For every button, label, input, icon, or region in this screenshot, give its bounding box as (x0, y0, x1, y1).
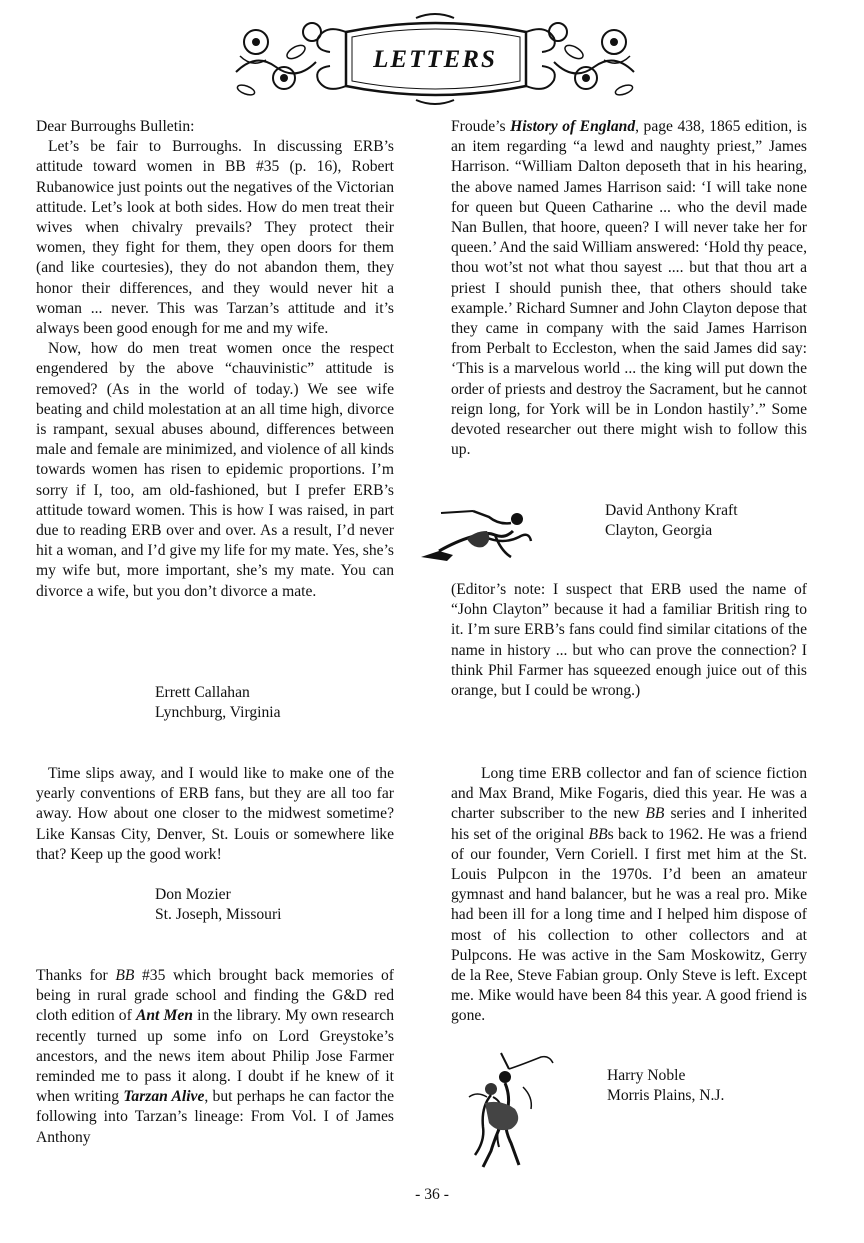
letter-paragraph: Time slips away, and I would like to make one of the yearly conventions of ERB fans, but they are all too far away. How about one closer to the midwest sometime? Like Kansas City, Denver, St. Louis or somewhere like that? Keep up the good work! (36, 765, 394, 863)
text-run: , but perhaps he can factor the following into Tarzan’s lineage: From Vol. I of James Anthony (36, 1088, 394, 1146)
editor-note (451, 580, 807, 701)
text-run: , page 438, 1865 edition, is an item regarding “a lewd and naughty priest,” James Harrison. “William Dalton deposeth that in his hearing, the above named James Harrison said: ‘I will take none for queen but Queen Catharine ... who the devil made Nan Bullen, that hoore, queen? I will never take her for queen.’ And the said William answered: ‘Hold thy peace, thou wot’st not what thou sayest .... but that thou art a priest I should punish thee, that others should take example.’ Richard Sumner and John Clayton depose that they came in company with the said James Harrison from Perbalt to Eccleston, when the said James did say: ‘This is a marvelous world ... the king will put down the order of priests and destroy the Sacrament, but he cannot reign long, for York will be in London hastily’.” Some devoted researcher out there might wish to follow this up. (451, 118, 807, 459)
signature-place: St. Joseph, Missouri (155, 906, 282, 924)
italic-bb: BB (115, 967, 135, 984)
signature-noble (607, 1066, 724, 1106)
text-run: in the library. My own research recently turned up some info on Lord Greystoke’s ancestors, and the news item about Philip Jose Farmer reminded me to pass it along. I doubt if he knew of it when writing (36, 1007, 394, 1106)
letter-paragraph: Let’s be fair to Burroughs. In discussing ERB’s attitude toward women in BB #35 (p. 16), Robert Rubanowice just points out the negatives of the Victorian attitude. Let’s look at both sides. How do men treat their wives when chivalry prevails? They protect their women, they fight for them, they open doors for them (and like courtesies), they do not abandon them, they honor their differences, and they would never hit a woman ... never. This was Tarzan’s attitude and it’s always been good enough for me and my wife. (36, 138, 394, 338)
signature-kraft (605, 501, 738, 541)
signature-name: Errett Callahan (155, 684, 250, 701)
signature-name: David Anthony Kraft (605, 502, 738, 519)
text-run: Thanks for (36, 967, 116, 984)
signature-mozier (155, 885, 282, 925)
signature-place: Lynchburg, Virginia (155, 704, 281, 722)
letter-paragraph (451, 764, 807, 1027)
letter-mozier (36, 764, 394, 865)
sword-couple-illustration-icon (461, 1047, 557, 1173)
warrior-illustration-icon (413, 501, 537, 563)
page-number: - 36 - (415, 1186, 449, 1203)
italic-bb: BB (588, 825, 608, 843)
italic-bb: BB (645, 805, 665, 823)
book-title-ant-men: Ant Men (135, 1007, 193, 1025)
text-run: s back to 1962. He was a friend of our founder, Vern Coriell. I first met him at the St. Louis Pulpcon in the 1970s. I’d been an amateur gymnast and hand balancer, but he was a real pro. Mike had been ill for a long time and I helped him dispose of most of his collection to other collectors and at Pulpcons. He was active in the Sam Moskowitz, Gerry de la Ree, Steve Fabian group. Only Steve is left. Except me. Mike would have been 84 this year. A good friend is gone. (451, 825, 807, 1025)
letter-kraft (36, 966, 394, 1148)
signature-name: Harry Noble (607, 1067, 686, 1084)
letter-paragraph (36, 966, 394, 1148)
letter-kraft-continued (451, 117, 807, 460)
text-run: Froude’s (451, 118, 511, 135)
book-title-history-of-england: History of England (510, 118, 636, 135)
salutation: Dear Burroughs Bulletin: (36, 118, 195, 135)
letter-callahan (36, 117, 394, 602)
letter-noble (451, 764, 807, 1027)
text-run: series and I inherited his set of the original (451, 805, 807, 843)
page-title: LETTERS (373, 46, 497, 73)
editor-note-text: (Editor’s note: I suspect that ERB used the name of “John Clayton” because it had a familiar British ring to it. I’m sure ERB’s fans could find similar citations of the name in history ... but who can prove the connection? I think Phil Farmer has squeezed enough juice out of this orange, but I could be wrong.) (451, 581, 807, 700)
letter-paragraph: Now, how do men treat women once the respect engendered by the above “chauvinistic” attitude is removed? (As in the world of today.) We see wife beating and child molestation at an all time high, divorce is rampant, sexual abuses abound, differences between male and female are minimized, and violence of all kinds towards women has risen to epidemic proportions. I’m sorry if I, too, am old-fashioned, but I prefer ERB’s attitude toward women. This is how I was raised, in part due to reading ERB over and over. As a result, I’d never hit a woman, and I’d give my life for my mate. Yes, she’s my wife but, more important, she’s my mate. You can divorce a wife, but you don’t divorce a mate. (36, 340, 394, 600)
letter-paragraph (451, 117, 807, 460)
text-run: Long time ERB collector and fan of science fiction and Max Brand, Mike Fogaris, died this year. He was a charter subscriber to the new (451, 765, 807, 823)
signature-name: Don Mozier (155, 886, 231, 903)
letters-banner (226, 12, 644, 106)
signature-callahan (155, 683, 281, 723)
signature-place: Morris Plains, N.J. (607, 1087, 725, 1105)
book-title-tarzan-alive: Tarzan Alive (123, 1088, 205, 1106)
signature-place: Clayton, Georgia (605, 522, 713, 540)
text-run: #35 which brought back memories of being in rural grade school and finding the G&D red cloth edition of (36, 967, 394, 1025)
